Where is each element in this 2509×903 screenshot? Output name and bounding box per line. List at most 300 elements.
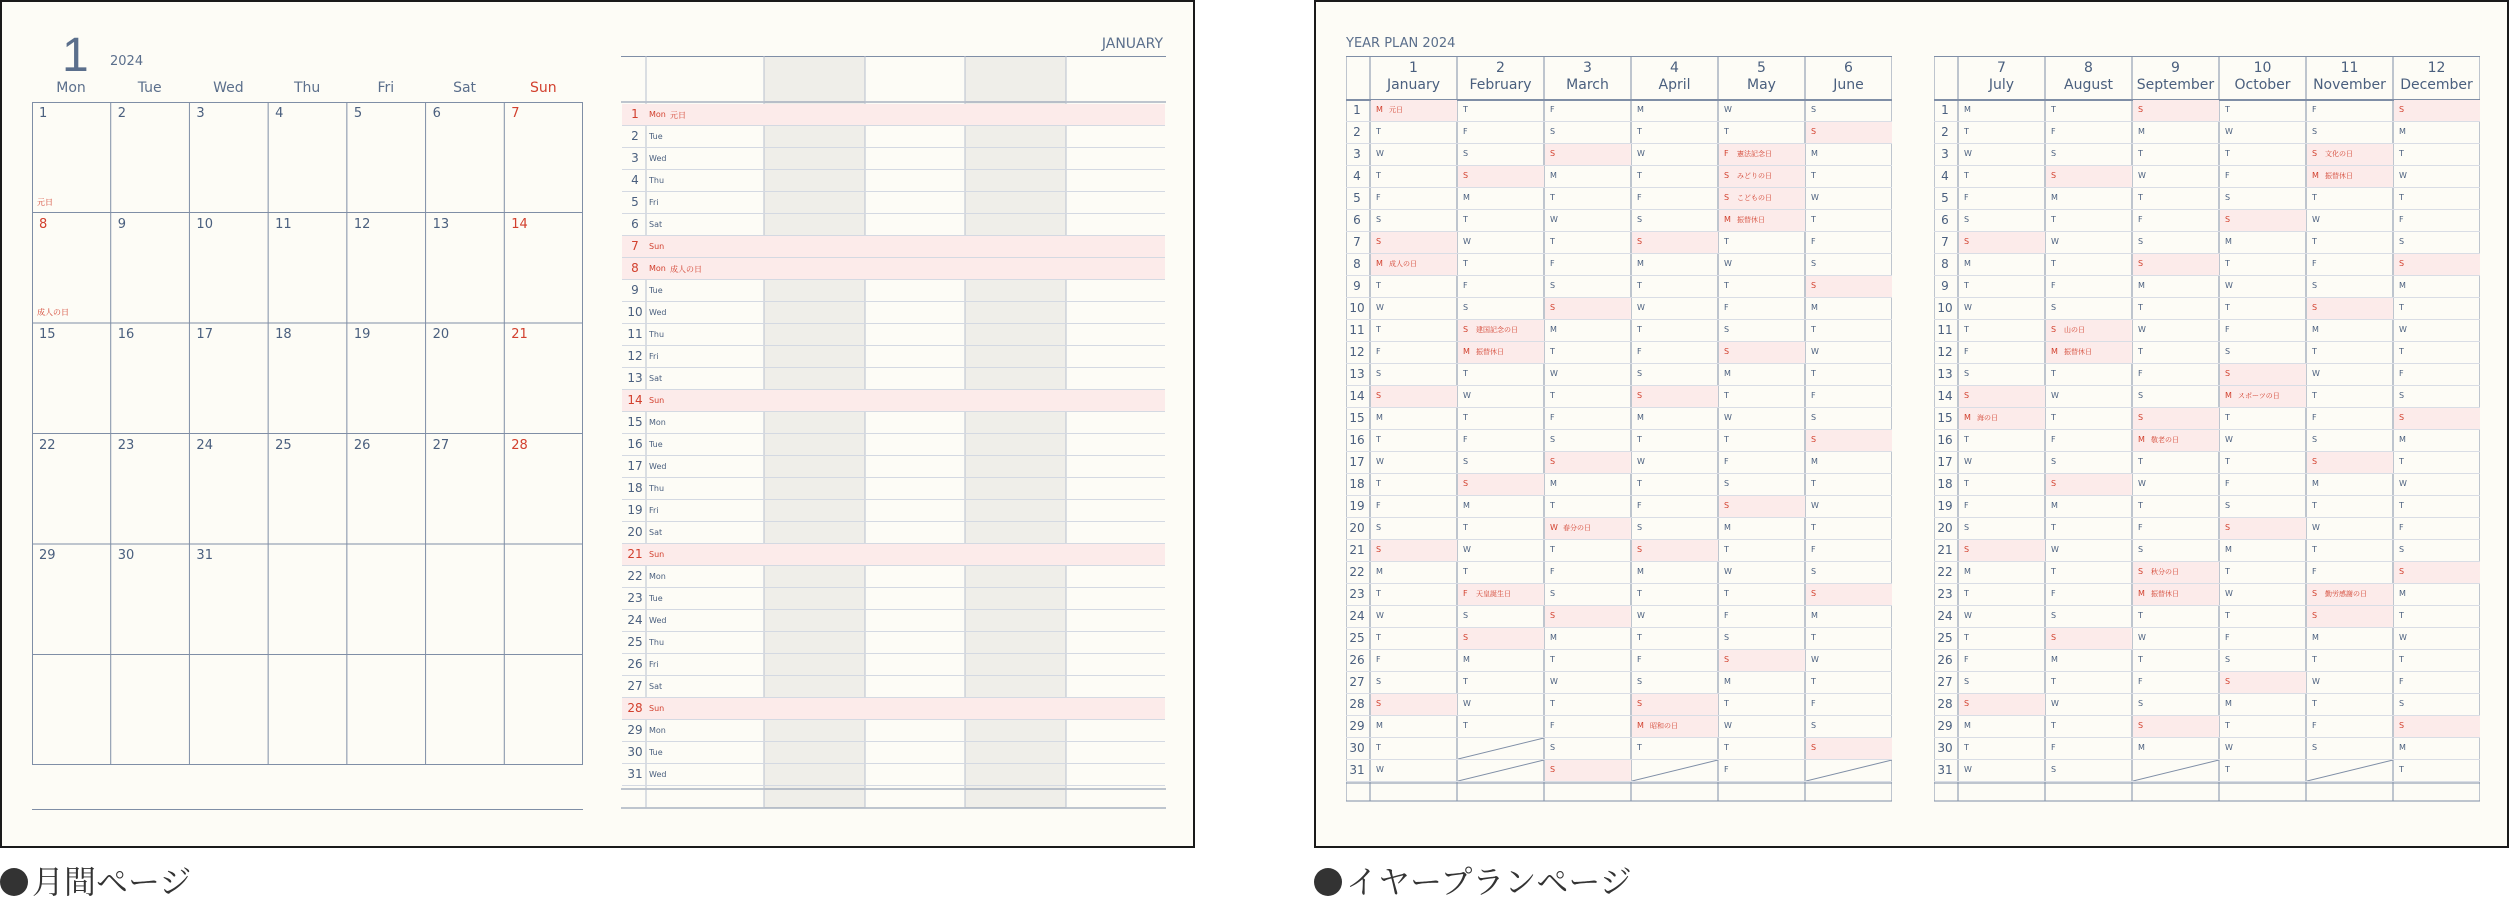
year-plan-cell[interactable] [2046, 628, 2132, 649]
year-plan-cell[interactable] [1806, 562, 1892, 583]
year-plan-cell[interactable] [2133, 628, 2219, 649]
calendar-day-cell[interactable] [111, 544, 190, 655]
year-plan-cell[interactable] [2307, 716, 2393, 737]
year-plan-cell[interactable] [1719, 188, 1805, 209]
year-plan-cell[interactable] [1959, 738, 2045, 759]
calendar-day-cell[interactable] [189, 434, 268, 545]
year-plan-cell[interactable] [2133, 276, 2219, 297]
year-plan-cell[interactable] [1806, 452, 1892, 473]
calendar-day-cell[interactable] [504, 213, 583, 324]
year-plan-cell[interactable] [2046, 760, 2132, 781]
year-plan-cell[interactable] [1719, 364, 1805, 385]
year-plan-cell[interactable] [1458, 364, 1544, 385]
year-plan-cell[interactable] [1371, 232, 1457, 253]
year-plan-cell[interactable] [1959, 496, 2045, 517]
year-plan-cell[interactable] [1371, 100, 1457, 121]
year-plan-cell[interactable] [2046, 122, 2132, 143]
year-plan-cell[interactable] [1458, 298, 1544, 319]
year-plan-cell[interactable] [1458, 738, 1544, 759]
year-plan-cell[interactable] [2133, 342, 2219, 363]
year-plan-cell[interactable] [1719, 122, 1805, 143]
daily-row[interactable] [622, 588, 1165, 610]
year-plan-cell[interactable] [2394, 584, 2480, 605]
calendar-day-cell[interactable] [347, 655, 426, 766]
year-plan-cell[interactable] [1806, 254, 1892, 275]
year-plan-cell[interactable] [1719, 408, 1805, 429]
year-plan-cell[interactable] [1545, 188, 1631, 209]
year-plan-cell[interactable] [1632, 672, 1718, 693]
year-plan-cell[interactable] [1959, 254, 2045, 275]
year-plan-cell[interactable] [1719, 518, 1805, 539]
year-plan-cell[interactable] [2394, 276, 2480, 297]
year-plan-cell[interactable] [1545, 232, 1631, 253]
year-plan-cell[interactable] [2220, 716, 2306, 737]
year-plan-cell[interactable] [2220, 606, 2306, 627]
year-plan-cell[interactable] [1632, 122, 1718, 143]
year-plan-cell[interactable] [1632, 474, 1718, 495]
year-plan-cell[interactable] [1959, 650, 2045, 671]
year-plan-cell[interactable] [2046, 276, 2132, 297]
year-plan-cell[interactable] [1719, 540, 1805, 561]
year-plan-cell[interactable] [2220, 738, 2306, 759]
year-plan-cell[interactable] [1719, 430, 1805, 451]
calendar-day-cell[interactable] [189, 102, 268, 213]
year-plan-cell[interactable] [1806, 364, 1892, 385]
year-plan-cell[interactable] [1545, 540, 1631, 561]
year-plan-cell[interactable] [2394, 716, 2480, 737]
year-plan-cell[interactable] [1371, 474, 1457, 495]
year-plan-cell[interactable] [1458, 232, 1544, 253]
year-plan-cell[interactable] [2046, 144, 2132, 165]
year-plan-cell[interactable] [2133, 188, 2219, 209]
year-plan-cell[interactable] [1719, 232, 1805, 253]
year-plan-cell[interactable] [2220, 760, 2306, 781]
year-plan-cell[interactable] [1806, 716, 1892, 737]
daily-row[interactable] [622, 720, 1165, 742]
year-plan-cell[interactable] [1806, 606, 1892, 627]
year-plan-cell[interactable] [2046, 716, 2132, 737]
year-plan-cell[interactable] [1371, 540, 1457, 561]
year-plan-cell[interactable] [1959, 210, 2045, 231]
calendar-day-cell[interactable] [426, 323, 505, 434]
year-plan-cell[interactable] [2046, 452, 2132, 473]
year-plan-cell[interactable] [2220, 232, 2306, 253]
year-plan-cell[interactable] [1632, 628, 1718, 649]
year-plan-cell[interactable] [1371, 606, 1457, 627]
year-plan-cell[interactable] [2307, 496, 2393, 517]
year-plan-cell[interactable] [2046, 298, 2132, 319]
year-plan-cell[interactable] [1545, 452, 1631, 473]
year-plan-cell[interactable] [1632, 188, 1718, 209]
calendar-day-cell[interactable] [32, 213, 111, 324]
year-plan-cell[interactable] [1371, 122, 1457, 143]
year-plan-cell[interactable] [2133, 760, 2219, 781]
year-plan-cell[interactable] [1959, 188, 2045, 209]
year-plan-cell[interactable] [1545, 364, 1631, 385]
year-plan-cell[interactable] [1371, 760, 1457, 781]
calendar-day-cell[interactable] [189, 213, 268, 324]
year-plan-cell[interactable] [1806, 540, 1892, 561]
year-plan-cell[interactable] [1806, 584, 1892, 605]
year-plan-cell[interactable] [2133, 650, 2219, 671]
daily-row[interactable] [622, 302, 1165, 324]
year-plan-cell[interactable] [2133, 364, 2219, 385]
year-plan-cell[interactable] [2394, 496, 2480, 517]
year-plan-cell[interactable] [1545, 496, 1631, 517]
year-plan-cell[interactable] [2133, 166, 2219, 187]
year-plan-cell[interactable] [1806, 628, 1892, 649]
year-plan-cell[interactable] [1632, 694, 1718, 715]
year-plan-cell[interactable] [1458, 188, 1544, 209]
year-plan-cell[interactable] [2220, 430, 2306, 451]
year-plan-cell[interactable] [1959, 144, 2045, 165]
year-plan-cell[interactable] [2394, 540, 2480, 561]
calendar-day-cell[interactable] [111, 323, 190, 434]
calendar-day-cell[interactable] [504, 102, 583, 213]
daily-row[interactable] [622, 522, 1165, 544]
year-plan-cell[interactable] [1632, 386, 1718, 407]
year-plan-cell[interactable] [1632, 584, 1718, 605]
year-plan-cell[interactable] [1371, 364, 1457, 385]
year-plan-cell[interactable] [2394, 100, 2480, 121]
daily-row[interactable] [622, 610, 1165, 632]
year-plan-cell[interactable] [1458, 430, 1544, 451]
year-plan-cell[interactable] [1719, 100, 1805, 121]
year-plan-cell[interactable] [1632, 100, 1718, 121]
year-plan-cell[interactable] [1632, 342, 1718, 363]
year-plan-cell[interactable] [1632, 320, 1718, 341]
year-plan-cell[interactable] [1371, 320, 1457, 341]
year-plan-cell[interactable] [1458, 408, 1544, 429]
year-plan-cell[interactable] [2046, 562, 2132, 583]
year-plan-cell[interactable] [2046, 408, 2132, 429]
year-plan-cell[interactable] [1545, 606, 1631, 627]
year-plan-cell[interactable] [2307, 606, 2393, 627]
year-plan-cell[interactable] [2220, 100, 2306, 121]
year-plan-cell[interactable] [1632, 496, 1718, 517]
year-plan-cell[interactable] [2394, 232, 2480, 253]
year-plan-cell[interactable] [1719, 452, 1805, 473]
year-plan-cell[interactable] [1545, 716, 1631, 737]
calendar-day-cell[interactable] [347, 323, 426, 434]
year-plan-cell[interactable] [2046, 540, 2132, 561]
year-plan-cell[interactable] [1458, 474, 1544, 495]
year-plan-cell[interactable] [2133, 100, 2219, 121]
year-plan-cell[interactable] [2220, 342, 2306, 363]
year-plan-cell[interactable] [1545, 562, 1631, 583]
year-plan-cell[interactable] [2220, 364, 2306, 385]
calendar-day-cell[interactable] [426, 213, 505, 324]
calendar-day-cell[interactable] [426, 544, 505, 655]
year-plan-cell[interactable] [1959, 232, 2045, 253]
year-plan-cell[interactable] [2046, 694, 2132, 715]
year-plan-cell[interactable] [1959, 716, 2045, 737]
calendar-day-cell[interactable] [32, 323, 111, 434]
year-plan-cell[interactable] [1959, 122, 2045, 143]
year-plan-cell[interactable] [1545, 320, 1631, 341]
year-plan-cell[interactable] [1458, 584, 1544, 605]
year-plan-cell[interactable] [1458, 672, 1544, 693]
year-plan-cell[interactable] [1545, 342, 1631, 363]
year-plan-cell[interactable] [1371, 408, 1457, 429]
daily-row[interactable] [622, 566, 1165, 588]
year-plan-cell[interactable] [1458, 518, 1544, 539]
year-plan-cell[interactable] [2220, 122, 2306, 143]
calendar-day-cell[interactable] [32, 102, 111, 213]
year-plan-cell[interactable] [2394, 760, 2480, 781]
year-plan-cell[interactable] [1545, 694, 1631, 715]
calendar-day-cell[interactable] [111, 102, 190, 213]
year-plan-cell[interactable] [1458, 650, 1544, 671]
year-plan-cell[interactable] [1545, 650, 1631, 671]
year-plan-cell[interactable] [2046, 100, 2132, 121]
year-plan-cell[interactable] [1632, 298, 1718, 319]
year-plan-cell[interactable] [2046, 650, 2132, 671]
year-plan-cell[interactable] [1719, 650, 1805, 671]
year-plan-cell[interactable] [1371, 430, 1457, 451]
year-plan-cell[interactable] [2307, 738, 2393, 759]
year-plan-cell[interactable] [1545, 386, 1631, 407]
year-plan-cell[interactable] [2307, 144, 2393, 165]
year-plan-cell[interactable] [1719, 628, 1805, 649]
year-plan-cell[interactable] [1719, 716, 1805, 737]
year-plan-cell[interactable] [2394, 474, 2480, 495]
year-plan-cell[interactable] [2307, 210, 2393, 231]
year-plan-cell[interactable] [2394, 738, 2480, 759]
calendar-day-cell[interactable] [111, 213, 190, 324]
year-plan-cell[interactable] [1806, 474, 1892, 495]
year-plan-cell[interactable] [1719, 320, 1805, 341]
year-plan-cell[interactable] [1959, 298, 2045, 319]
year-plan-cell[interactable] [2220, 452, 2306, 473]
year-plan-cell[interactable] [1959, 342, 2045, 363]
calendar-day-cell[interactable] [268, 323, 347, 434]
year-plan-cell[interactable] [2220, 320, 2306, 341]
year-plan-cell[interactable] [1806, 320, 1892, 341]
year-plan-cell[interactable] [1719, 276, 1805, 297]
year-plan-cell[interactable] [1632, 606, 1718, 627]
year-plan-cell[interactable] [2394, 694, 2480, 715]
year-plan-cell[interactable] [2394, 452, 2480, 473]
calendar-day-cell[interactable] [268, 102, 347, 213]
year-plan-cell[interactable] [2133, 606, 2219, 627]
year-plan-cell[interactable] [2307, 650, 2393, 671]
year-plan-cell[interactable] [2133, 694, 2219, 715]
calendar-day-cell[interactable] [189, 544, 268, 655]
year-plan-cell[interactable] [1371, 738, 1457, 759]
calendar-day-cell[interactable] [347, 213, 426, 324]
calendar-day-cell[interactable] [268, 434, 347, 545]
year-plan-cell[interactable] [1458, 254, 1544, 275]
year-plan-cell[interactable] [2307, 386, 2393, 407]
daily-row[interactable] [622, 698, 1165, 720]
year-plan-cell[interactable] [2046, 430, 2132, 451]
year-plan-cell[interactable] [2307, 342, 2393, 363]
year-plan-cell[interactable] [1959, 694, 2045, 715]
daily-row[interactable] [622, 544, 1165, 566]
year-plan-cell[interactable] [2133, 430, 2219, 451]
year-plan-cell[interactable] [2133, 210, 2219, 231]
year-plan-cell[interactable] [1959, 672, 2045, 693]
year-plan-cell[interactable] [1632, 760, 1718, 781]
calendar-day-cell[interactable] [111, 434, 190, 545]
year-plan-cell[interactable] [1371, 650, 1457, 671]
year-plan-cell[interactable] [1806, 386, 1892, 407]
year-plan-cell[interactable] [1959, 606, 2045, 627]
year-plan-cell[interactable] [2133, 298, 2219, 319]
year-plan-cell[interactable] [2046, 672, 2132, 693]
calendar-day-cell[interactable] [347, 544, 426, 655]
year-plan-cell[interactable] [2220, 408, 2306, 429]
year-plan-cell[interactable] [2394, 188, 2480, 209]
year-plan-cell[interactable] [1806, 650, 1892, 671]
year-plan-cell[interactable] [1458, 320, 1544, 341]
daily-row[interactable] [622, 412, 1165, 434]
daily-row[interactable] [622, 368, 1165, 390]
year-plan-cell[interactable] [1806, 408, 1892, 429]
year-plan-cell[interactable] [2394, 518, 2480, 539]
year-plan-cell[interactable] [1719, 386, 1805, 407]
year-plan-cell[interactable] [1719, 342, 1805, 363]
daily-row[interactable] [622, 170, 1165, 192]
year-plan-cell[interactable] [2133, 584, 2219, 605]
daily-row[interactable] [622, 258, 1165, 280]
daily-row[interactable] [622, 126, 1165, 148]
year-plan-cell[interactable] [1632, 276, 1718, 297]
year-plan-cell[interactable] [1632, 540, 1718, 561]
year-plan-cell[interactable] [1959, 386, 2045, 407]
year-plan-cell[interactable] [1806, 342, 1892, 363]
year-plan-cell[interactable] [1632, 716, 1718, 737]
year-plan-cell[interactable] [2307, 232, 2393, 253]
year-plan-cell[interactable] [2133, 738, 2219, 759]
year-plan-cell[interactable] [2307, 276, 2393, 297]
year-plan-cell[interactable] [2394, 298, 2480, 319]
year-plan-cell[interactable] [2307, 122, 2393, 143]
year-plan-cell[interactable] [2133, 408, 2219, 429]
year-plan-cell[interactable] [2307, 540, 2393, 561]
year-plan-cell[interactable] [1806, 496, 1892, 517]
year-plan-cell[interactable] [2220, 694, 2306, 715]
year-plan-cell[interactable] [2394, 122, 2480, 143]
year-plan-cell[interactable] [1545, 430, 1631, 451]
year-plan-cell[interactable] [2133, 320, 2219, 341]
year-plan-cell[interactable] [1545, 254, 1631, 275]
year-plan-cell[interactable] [2307, 518, 2393, 539]
year-plan-cell[interactable] [1632, 144, 1718, 165]
year-plan-cell[interactable] [2307, 188, 2393, 209]
year-plan-cell[interactable] [2394, 364, 2480, 385]
year-plan-cell[interactable] [1632, 232, 1718, 253]
year-plan-cell[interactable] [2394, 320, 2480, 341]
year-plan-cell[interactable] [1458, 716, 1544, 737]
year-plan-cell[interactable] [1545, 210, 1631, 231]
year-plan-cell[interactable] [1458, 342, 1544, 363]
year-plan-cell[interactable] [1371, 584, 1457, 605]
year-plan-cell[interactable] [2133, 540, 2219, 561]
year-plan-cell[interactable] [1719, 606, 1805, 627]
year-plan-cell[interactable] [1806, 518, 1892, 539]
year-plan-cell[interactable] [2220, 496, 2306, 517]
year-plan-cell[interactable] [2133, 122, 2219, 143]
year-plan-cell[interactable] [1545, 738, 1631, 759]
year-plan-cell[interactable] [2394, 562, 2480, 583]
year-plan-cell[interactable] [1719, 210, 1805, 231]
year-plan-cell[interactable] [1806, 166, 1892, 187]
year-plan-cell[interactable] [2046, 342, 2132, 363]
year-plan-cell[interactable] [2133, 474, 2219, 495]
calendar-day-cell[interactable] [268, 213, 347, 324]
year-plan-cell[interactable] [1959, 100, 2045, 121]
year-plan-cell[interactable] [2220, 188, 2306, 209]
year-plan-cell[interactable] [1806, 298, 1892, 319]
daily-row[interactable] [622, 346, 1165, 368]
year-plan-cell[interactable] [1371, 210, 1457, 231]
year-plan-cell[interactable] [2133, 144, 2219, 165]
year-plan-cell[interactable] [1806, 100, 1892, 121]
year-plan-cell[interactable] [2220, 672, 2306, 693]
calendar-day-cell[interactable] [347, 102, 426, 213]
year-plan-cell[interactable] [1806, 760, 1892, 781]
daily-row[interactable] [622, 764, 1165, 786]
year-plan-cell[interactable] [2307, 320, 2393, 341]
year-plan-cell[interactable] [1371, 254, 1457, 275]
daily-row[interactable] [622, 390, 1165, 412]
year-plan-cell[interactable] [2133, 386, 2219, 407]
year-plan-cell[interactable] [1959, 408, 2045, 429]
year-plan-cell[interactable] [1458, 694, 1544, 715]
daily-row[interactable] [622, 742, 1165, 764]
year-plan-cell[interactable] [1632, 166, 1718, 187]
year-plan-cell[interactable] [1959, 430, 2045, 451]
daily-row[interactable] [622, 280, 1165, 302]
year-plan-cell[interactable] [2394, 166, 2480, 187]
year-plan-cell[interactable] [1458, 540, 1544, 561]
year-plan-cell[interactable] [1719, 584, 1805, 605]
year-plan-cell[interactable] [1458, 144, 1544, 165]
calendar-day-cell[interactable] [32, 655, 111, 766]
year-plan-cell[interactable] [1719, 694, 1805, 715]
year-plan-cell[interactable] [2133, 496, 2219, 517]
year-plan-cell[interactable] [1806, 430, 1892, 451]
calendar-day-cell[interactable] [426, 102, 505, 213]
year-plan-cell[interactable] [1545, 628, 1631, 649]
year-plan-cell[interactable] [2046, 474, 2132, 495]
year-plan-cell[interactable] [1371, 716, 1457, 737]
year-plan-cell[interactable] [2046, 166, 2132, 187]
year-plan-cell[interactable] [1458, 562, 1544, 583]
calendar-day-cell[interactable] [504, 323, 583, 434]
year-plan-cell[interactable] [1545, 100, 1631, 121]
calendar-day-cell[interactable] [504, 544, 583, 655]
daily-row[interactable] [622, 500, 1165, 522]
year-plan-cell[interactable] [2394, 628, 2480, 649]
year-plan-cell[interactable] [2220, 540, 2306, 561]
year-plan-cell[interactable] [1959, 320, 2045, 341]
year-plan-cell[interactable] [1458, 276, 1544, 297]
year-plan-cell[interactable] [2133, 518, 2219, 539]
year-plan-cell[interactable] [2220, 276, 2306, 297]
year-plan-cell[interactable] [1806, 276, 1892, 297]
year-plan-cell[interactable] [1458, 760, 1544, 781]
year-plan-cell[interactable] [2046, 386, 2132, 407]
year-plan-cell[interactable] [1806, 188, 1892, 209]
year-plan-cell[interactable] [1458, 210, 1544, 231]
year-plan-cell[interactable] [1806, 672, 1892, 693]
year-plan-cell[interactable] [1719, 738, 1805, 759]
year-plan-cell[interactable] [2307, 628, 2393, 649]
year-plan-cell[interactable] [2133, 452, 2219, 473]
